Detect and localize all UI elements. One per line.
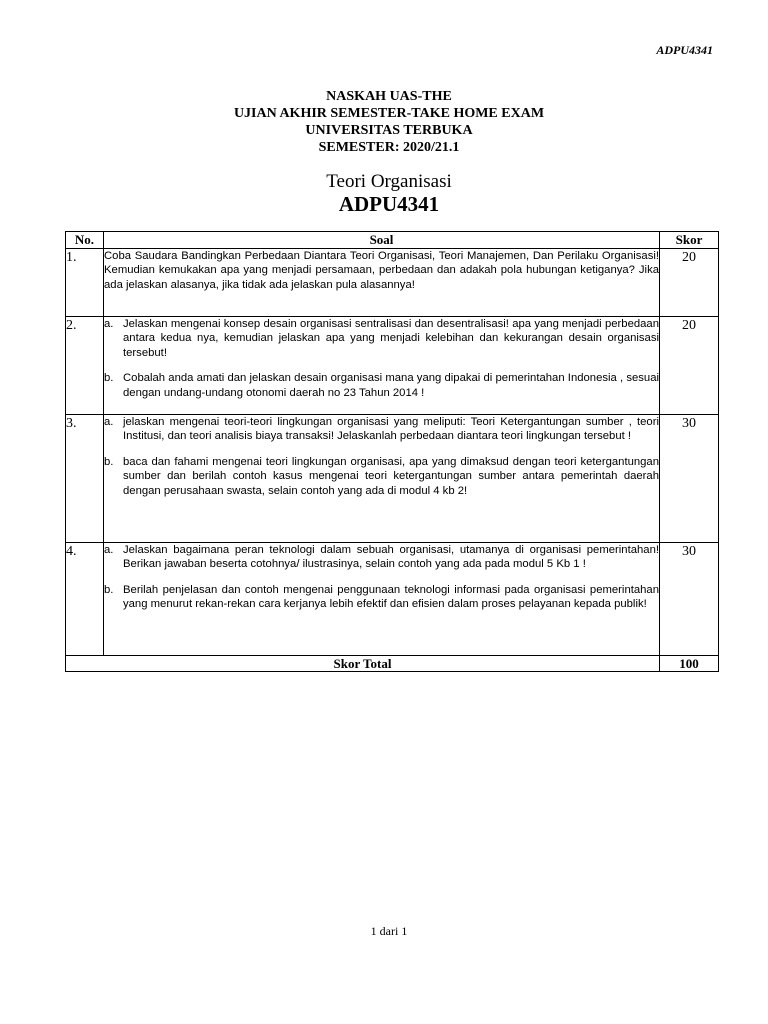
sub-question-text: Berilah penjelasan dan contoh mengenai penggunaan teknologi informasi pada organisasi pemerintahan yang menurut rekan-rekan cara kerjanya lebih efektif dan efisien dalam proses pelayanan kepada publik!: [123, 583, 659, 611]
title-line: SEMESTER: 2020/21.1: [318, 140, 460, 155]
question-score: 30: [660, 543, 719, 656]
question-text: Coba Saudara Bandingkan Perbedaan Diantara Teori Organisasi, Teori Manajemen, Dan Perilaku Organisasi! Kemudian kemukakan apa yang menjadi persamaan, perbedaan dan adakah pola hubungan ketiganya? Jika ada jelaskan alasanya, jika tidak ada jelaskan pula alasannya!: [104, 249, 660, 317]
sub-question: [104, 543, 659, 572]
column-header-no: No.: [66, 232, 104, 249]
sub-question: [104, 317, 659, 360]
page-number: 1 dari 1: [370, 924, 408, 938]
table-header-row: [66, 232, 719, 249]
sub-question-label: b.: [104, 372, 114, 385]
questions-table: [65, 231, 719, 672]
sub-question: [104, 455, 659, 498]
question-number: 4.: [66, 543, 104, 656]
table-row: [66, 543, 719, 656]
course-code: ADPU4341: [338, 192, 440, 216]
exam-title-block: [0, 88, 768, 156]
sub-question-text: baca dan fahami mengenai teori lingkungan organisasi, apa yang dimaksud dengan teori ketergantungan sumber dan berilah contoh kasus mengenai teori ketergantungan sumber antara pemerintah daerah dengan perusahaan swasta, selain contoh yang ada di modul 4 kb 2!: [123, 455, 659, 497]
total-row: [66, 656, 719, 672]
question-text: [104, 415, 660, 543]
sub-question: [104, 371, 659, 400]
table-row: [66, 317, 719, 415]
course-name: Teori Organisasi: [326, 171, 452, 192]
table-row: [66, 249, 719, 317]
total-label: Skor Total: [66, 656, 660, 672]
column-header-skor: Skor: [660, 232, 719, 249]
sub-question: [104, 583, 659, 612]
sub-question: [104, 415, 659, 444]
title-line: UJIAN AKHIR SEMESTER-TAKE HOME EXAM: [233, 106, 545, 121]
sub-question-label: b.: [104, 583, 114, 596]
sub-question-text: Cobalah anda amati dan jelaskan desain organisasi mana yang dipakai di pemerintahan Indonesia , sesuai dengan undang-undang otonomi daerah no 23 Tahun 2014 !: [123, 372, 659, 399]
sub-question-label: a.: [104, 318, 114, 330]
title-line: NASKAH UAS-THE: [326, 89, 452, 104]
question-text: [104, 543, 660, 656]
title-line: UNIVERSITAS TERBUKA: [305, 123, 473, 138]
sub-question-text: Jelaskan bagaimana peran teknologi dalam sebuah organisasi, utamanya di organisasi pemerintahan! Berikan jawaban beserta cotohnya/ ilustrasinya, selain contoh yang ada pada modul 5 Kb 1 !: [123, 544, 659, 571]
header-code: ADPU4341: [656, 43, 713, 57]
question-number: 3.: [66, 415, 104, 543]
sub-question-text: Jelaskan mengenai konsep desain organisasi sentralisasi dan desentralisasi! apa yang menjadi perbedaan antara kedua nya, kemudian jelaskan apa yang menjadi kelebihan dan kekurangan desain organisasi tersebut!: [123, 318, 659, 359]
question-score: 20: [660, 317, 719, 415]
column-header-soal: Soal: [104, 232, 660, 249]
question-score: 30: [660, 415, 719, 543]
total-value: 100: [660, 656, 719, 672]
sub-question-label: b.: [104, 455, 114, 468]
question-number: 1.: [66, 249, 104, 317]
table-row: [66, 415, 719, 543]
question-text: [104, 317, 660, 415]
question-number: 2.: [66, 317, 104, 415]
sub-question-label: a.: [104, 416, 114, 428]
sub-question-label: a.: [104, 544, 114, 556]
sub-question-text: jelaskan mengenai teori-teori lingkungan organisasi yang meliputi: Teori Ketergantungan sumber , teori Institusi, dan teori analisis biaya transaksi! Jelaskanlah perbedaan diantara teori lingkungan tersebut !: [123, 416, 659, 443]
question-score: 20: [660, 249, 719, 317]
